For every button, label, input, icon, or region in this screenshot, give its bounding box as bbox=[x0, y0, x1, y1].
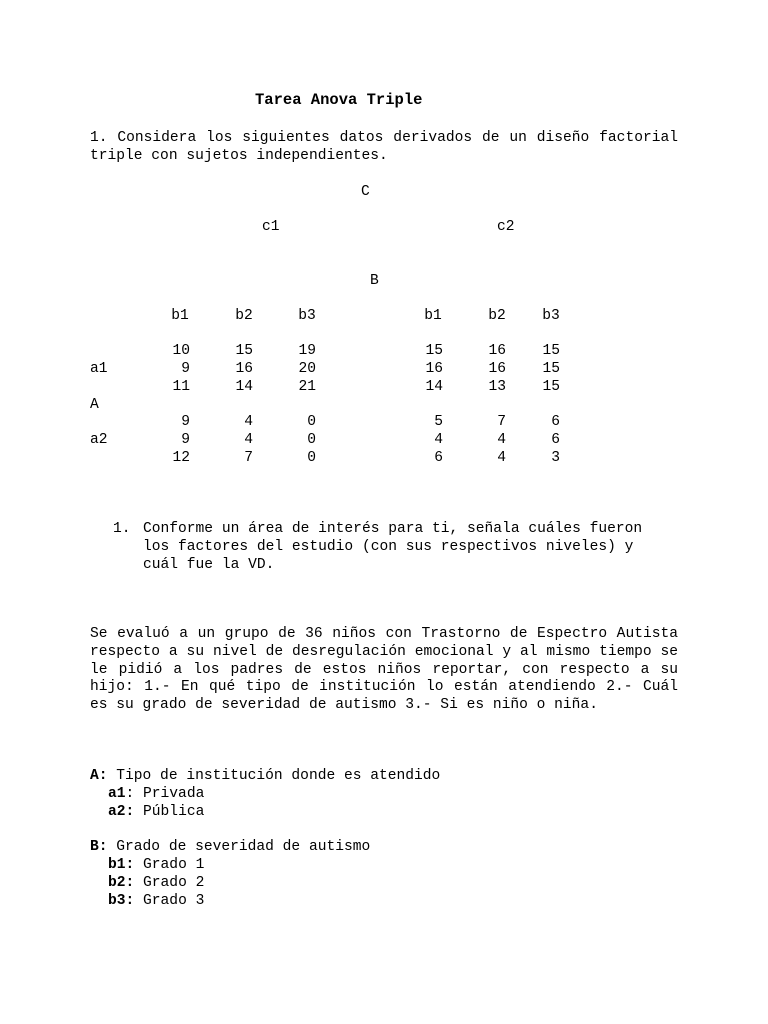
factor-c-label: C bbox=[361, 184, 370, 200]
table-cell: 0 bbox=[307, 432, 316, 448]
table-cell: 7 bbox=[497, 414, 506, 430]
level-b2-label: Grado 2 bbox=[134, 875, 205, 891]
row-label-A: A bbox=[90, 397, 99, 413]
factor-b-line bbox=[90, 839, 370, 857]
table-cell: 3 bbox=[551, 450, 560, 466]
row-label-a1: a1 bbox=[90, 361, 108, 377]
level-b2-key: b2: bbox=[108, 875, 135, 891]
table-cell: 20 bbox=[298, 361, 316, 377]
table-cell: 4 bbox=[244, 414, 253, 430]
factor-a-label: Tipo de institución donde es atendido bbox=[107, 768, 441, 784]
table-cell: 16 bbox=[235, 361, 253, 377]
level-a1-line bbox=[108, 786, 204, 804]
table-cell: 0 bbox=[307, 450, 316, 466]
table-cell: 4 bbox=[497, 450, 506, 466]
table-cell: 16 bbox=[488, 361, 506, 377]
table-cell: 4 bbox=[434, 432, 443, 448]
table-header-b1: b1 bbox=[424, 308, 442, 324]
factor-b-label: B bbox=[370, 273, 379, 289]
table-cell: 6 bbox=[434, 450, 443, 466]
table-cell: 16 bbox=[488, 343, 506, 359]
level-b3-line bbox=[108, 893, 204, 911]
table-cell: 9 bbox=[181, 432, 190, 448]
table-cell: 10 bbox=[172, 343, 190, 359]
factor-b-key: B: bbox=[90, 839, 108, 855]
table-cell: 4 bbox=[244, 432, 253, 448]
question-1: 1. Considera los siguientes datos derivados de un diseño factorial triple con sujetos independientes. bbox=[90, 130, 678, 164]
level-b1-line bbox=[108, 857, 204, 875]
table-cell: 11 bbox=[172, 379, 190, 395]
level-a2-line bbox=[108, 804, 204, 822]
table-cell: 6 bbox=[551, 414, 560, 430]
table-cell: 0 bbox=[307, 414, 316, 430]
factor-a-line bbox=[90, 768, 440, 786]
level-b1-key: b1: bbox=[108, 857, 135, 873]
table-cell: 7 bbox=[244, 450, 253, 466]
table-cell: 16 bbox=[425, 361, 443, 377]
table-cell: 15 bbox=[542, 343, 560, 359]
level-b3-key: b3: bbox=[108, 893, 135, 909]
row-label-a2: a2 bbox=[90, 432, 108, 448]
list-item-text: Conforme un área de interés para ti, señala cuáles fueron los factores del estudio (con sus respectivos niveles) y cuál fue la VD. bbox=[143, 521, 643, 573]
list-item-number: 1. bbox=[113, 521, 131, 537]
table-cell: 4 bbox=[497, 432, 506, 448]
page-title: Tarea Anova Triple bbox=[255, 91, 423, 109]
table-cell: 5 bbox=[434, 414, 443, 430]
level-a2-key: a2: bbox=[108, 804, 135, 820]
level-b1-label: Grado 1 bbox=[134, 857, 205, 873]
level-a1-key: a1 bbox=[108, 786, 126, 802]
table-cell: 9 bbox=[181, 361, 190, 377]
table-cell: 19 bbox=[298, 343, 316, 359]
factor-b-desc: Grado de severidad de autismo bbox=[107, 839, 371, 855]
factor-a-key: A: bbox=[90, 768, 108, 784]
study-description: Se evaluó a un grupo de 36 niños con Trastorno de Espectro Autista respecto a su nivel de desregulación emocional y al mismo tiempo se le pidió a los padres de estos niños reportar, con respecto a su hijo: 1.- En qué tipo de institución lo están atendiendo 2.- Cuál es su grado de severidad de autismo 3.- Si es niño o niña. bbox=[90, 626, 678, 714]
table-cell: 12 bbox=[172, 450, 190, 466]
level-a2-label: Pública bbox=[134, 804, 205, 820]
table-cell: 15 bbox=[235, 343, 253, 359]
table-cell: 13 bbox=[488, 379, 506, 395]
table-cell: 15 bbox=[542, 379, 560, 395]
level-c2-label: c2 bbox=[497, 219, 515, 235]
level-c1-label: c1 bbox=[262, 219, 280, 235]
table-header-b2: b2 bbox=[488, 308, 506, 324]
table-cell: 9 bbox=[181, 414, 190, 430]
table-header-b3: b3 bbox=[542, 308, 560, 324]
table-cell: 21 bbox=[298, 379, 316, 395]
level-a1-label: : Privada bbox=[125, 786, 205, 802]
table-cell: 14 bbox=[425, 379, 443, 395]
table-cell: 6 bbox=[551, 432, 560, 448]
table-header-b2: b2 bbox=[235, 308, 253, 324]
table-header-b3: b3 bbox=[298, 308, 316, 324]
table-header-b1: b1 bbox=[171, 308, 189, 324]
level-b2-line bbox=[108, 875, 204, 893]
table-cell: 15 bbox=[542, 361, 560, 377]
table-cell: 15 bbox=[425, 343, 443, 359]
level-b3-label: Grado 3 bbox=[134, 893, 205, 909]
table-cell: 14 bbox=[235, 379, 253, 395]
